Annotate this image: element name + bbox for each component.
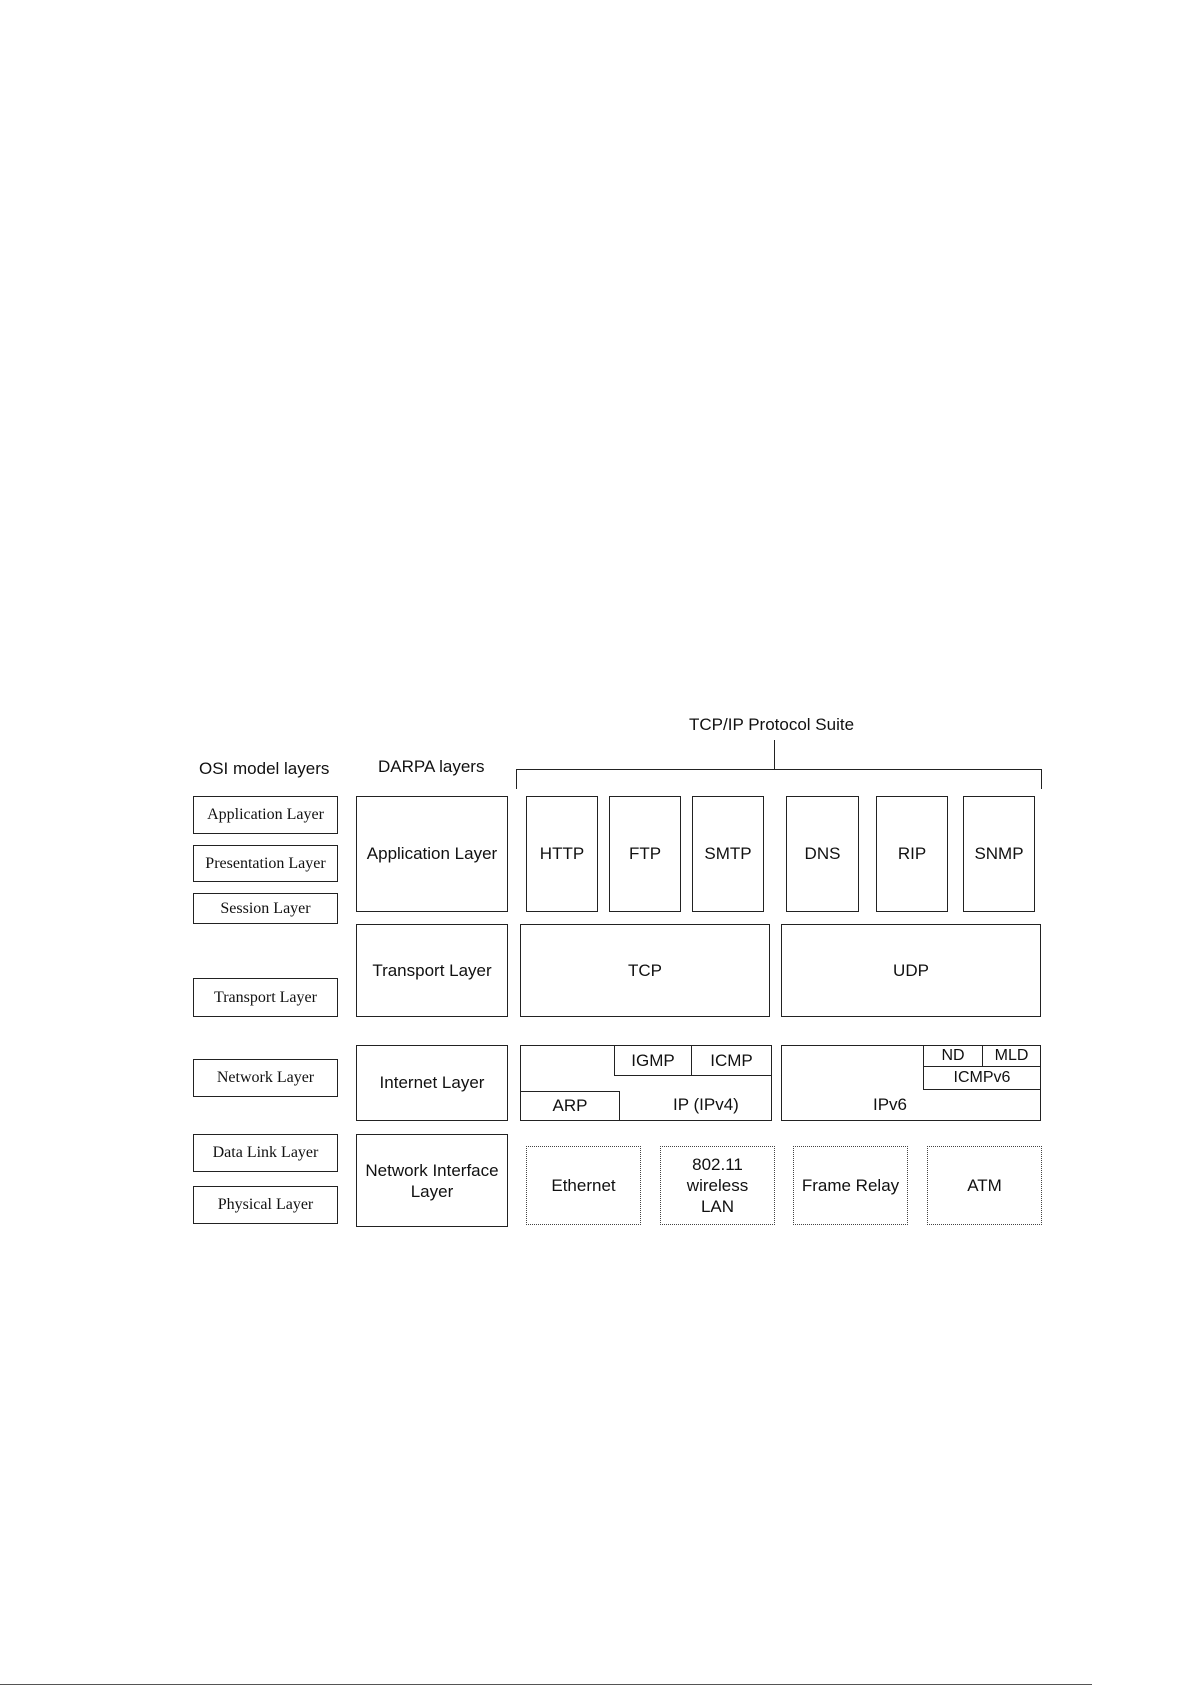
darpa-network-interface-layer: Network Interface Layer	[356, 1134, 508, 1227]
protocol-mld: MLD	[982, 1045, 1041, 1067]
protocol-arp: ARP	[520, 1091, 620, 1121]
interface-ethernet: Ethernet	[526, 1146, 641, 1225]
protocol-ipv6: IPv6	[873, 1095, 908, 1114]
darpa-transport-layer: Transport Layer	[356, 924, 508, 1017]
suite-bracket-stem	[774, 740, 775, 770]
protocol-igmp: IGMP	[614, 1045, 692, 1076]
suite-bracket-left	[516, 769, 517, 789]
protocol-nd: ND	[923, 1045, 983, 1067]
protocol-ftp: FTP	[609, 796, 681, 912]
osi-session-layer: Session Layer	[193, 893, 338, 924]
protocol-ipv4: IP (IPv4)	[673, 1095, 739, 1114]
osi-network-layer: Network Layer	[193, 1059, 338, 1097]
protocol-tcp: TCP	[520, 924, 770, 1017]
protocol-icmpv6: ICMPv6	[923, 1066, 1041, 1090]
protocol-dns: DNS	[786, 796, 859, 912]
darpa-internet-layer: Internet Layer	[356, 1045, 508, 1121]
protocol-udp: UDP	[781, 924, 1041, 1017]
protocol-icmp: ICMP	[691, 1045, 772, 1076]
darpa-heading: DARPA layers	[378, 757, 485, 776]
osi-heading: OSI model layers	[199, 759, 330, 778]
suite-title: TCP/IP Protocol Suite	[689, 715, 855, 734]
interface-atm: ATM	[927, 1146, 1042, 1225]
osi-transport-layer: Transport Layer	[193, 978, 338, 1017]
interface-frame-relay: Frame Relay	[793, 1146, 908, 1225]
protocol-smtp: SMTP	[692, 796, 764, 912]
darpa-application-layer: Application Layer	[356, 796, 508, 912]
protocol-snmp: SNMP	[963, 796, 1035, 912]
interface-80211-wireless-lan: 802.11 wireless LAN	[660, 1146, 775, 1225]
protocol-http: HTTP	[526, 796, 598, 912]
protocol-rip: RIP	[876, 796, 948, 912]
suite-bracket-right	[1041, 769, 1042, 789]
osi-presentation-layer: Presentation Layer	[193, 845, 338, 882]
osi-data-link-layer: Data Link Layer	[193, 1134, 338, 1172]
osi-application-layer: Application Layer	[193, 796, 338, 834]
osi-physical-layer: Physical Layer	[193, 1186, 338, 1224]
suite-bracket-top	[516, 769, 1042, 770]
